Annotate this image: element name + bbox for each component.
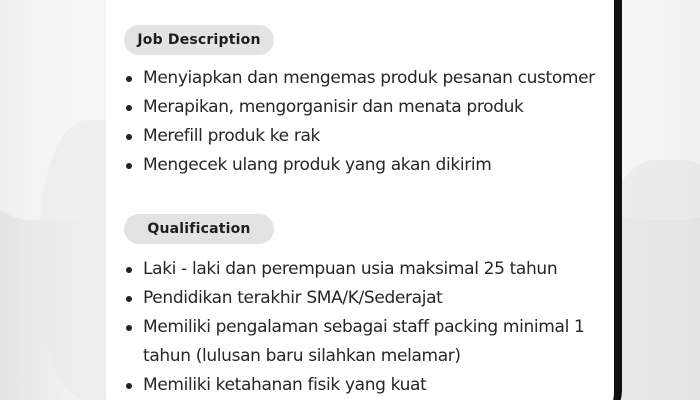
list-item: Merapikan, mengorganisir dan menata produk: [125, 93, 595, 122]
list-item: Mengecek ulang produk yang akan dikirim: [125, 151, 595, 180]
qualification-list: [125, 255, 584, 400]
list-item: Memiliki ketahanan fisik yang kuat: [125, 371, 584, 400]
list-item: Memiliki pengalaman sebagai staff packing minimal 1 tahun (lulusan baru silahkan melamar): [125, 313, 584, 371]
list-item: Laki - laki dan perempuan usia maksimal 25 tahun: [125, 255, 584, 284]
list-item: Menyiapkan dan mengemas produk pesanan customer: [125, 64, 595, 93]
bullet-icon: [126, 105, 132, 111]
bullet-icon: [126, 267, 132, 273]
bullet-icon: [126, 383, 132, 389]
bullet-icon: [126, 163, 132, 169]
list-item: Pendidikan terakhir SMA/K/Sederajat: [125, 284, 584, 313]
bullet-icon: [126, 296, 132, 302]
job-description-list: [125, 64, 595, 180]
job-description-heading: Job Description: [124, 25, 274, 55]
bullet-icon: [126, 325, 132, 331]
bullet-icon: [126, 76, 132, 82]
list-item: Merefill produk ke rak: [125, 122, 595, 151]
qualification-heading: Qualification: [124, 214, 274, 244]
bullet-icon: [126, 134, 132, 140]
